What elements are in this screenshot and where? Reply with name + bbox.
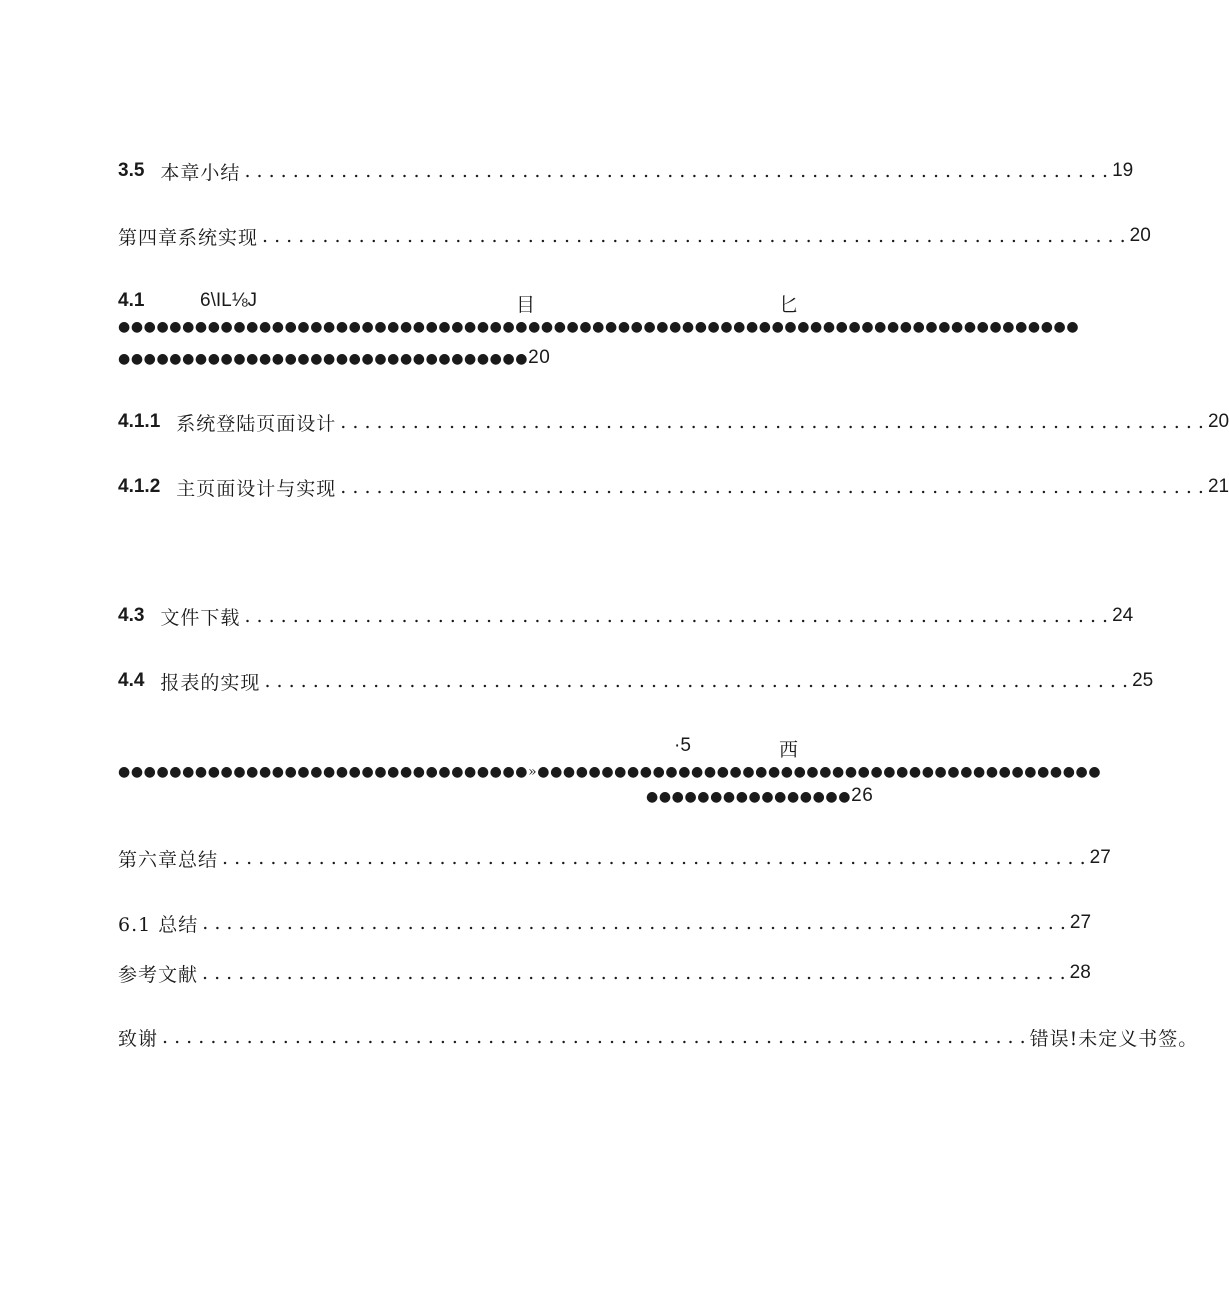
toc-entry-3-5[interactable]: [118, 156, 1134, 186]
toc-entry-number: 4.1.2: [118, 476, 161, 497]
toc-entry-number: 4.1: [118, 290, 145, 311]
toc-entry-page: 27: [1069, 912, 1092, 933]
toc-entry-page: 26: [851, 785, 874, 806]
toc-entry-page: 21: [1207, 476, 1229, 497]
toc-entry-page: 28: [1069, 962, 1091, 983]
bullet-leader-row: ●●●●●●●●●●●●●●●●●●●●●●●●●●●●●●●●»●●●●●●●●●●●●●●●●●●●●●●●●●●●●●●●●●●●●●●●●●●●●: [118, 764, 1102, 780]
toc-entry-4-1[interactable]: [118, 286, 798, 316]
toc-entry-title: 参考文献: [118, 963, 199, 986]
toc-entry-title: 第六章总结: [118, 848, 219, 871]
toc-entry-references[interactable]: [118, 958, 1091, 988]
toc-entry-number: ·5: [674, 735, 691, 756]
bullet-leader-row: ●●●●●●●●●●●●●●●●●●●●●●●●●●●●●●●●20: [118, 347, 551, 368]
toc-entry-title: 系统登陆页面设计: [176, 412, 337, 435]
dot-leader: [218, 847, 1086, 869]
toc-entry-4-4[interactable]: [118, 666, 1154, 696]
toc-entry-6-1[interactable]: [118, 908, 1092, 938]
toc-entry-page: 20: [528, 347, 551, 368]
bullet-leader-row: ●●●●●●●●●●●●●●●●26: [646, 785, 874, 806]
toc-entry-title-fragment-3: 匕: [778, 294, 798, 316]
toc-entry-number: 3.5: [118, 160, 145, 181]
toc-entry-page: 19: [1112, 160, 1134, 181]
toc-entry-garbled-5[interactable]: [118, 731, 798, 761]
toc-entry-title: 主页面设计与实现: [176, 477, 337, 500]
toc-entry-page: 25: [1132, 670, 1154, 691]
toc-entry-4-1-2[interactable]: [118, 472, 1229, 502]
toc-entry-title: 西: [778, 739, 798, 761]
toc-entry-title-fragment-2: 目: [516, 294, 536, 316]
toc-entry-4-3[interactable]: [118, 601, 1134, 631]
toc-entry-number: 4.3: [118, 605, 145, 626]
toc-entry-chapter-4[interactable]: [118, 221, 1151, 251]
toc-entry-title: 6.1 总结: [118, 913, 199, 936]
toc-entry-page: 20: [1129, 225, 1151, 246]
toc-entry-number: 4.1.1: [118, 411, 161, 432]
dot-leader: [336, 411, 1204, 433]
toc-entry-title: 报表的实现: [160, 671, 261, 694]
toc-entry-page: 20: [1207, 411, 1229, 432]
toc-entry-title: 致谢: [118, 1027, 159, 1050]
toc-entry-4-1-1[interactable]: [118, 407, 1229, 437]
dot-leader: [336, 476, 1204, 498]
dot-leader: [240, 160, 1108, 182]
toc-entry-title-fragment-1: 6\IL⅛J: [200, 290, 258, 311]
dot-leader: [260, 670, 1128, 692]
toc-entry-page-error: 错误!未定义书签。: [1029, 1027, 1199, 1050]
toc-entry-page: 27: [1089, 847, 1111, 868]
toc-entry-acknowledgements[interactable]: [118, 1022, 1199, 1052]
toc-entry-number: 4.4: [118, 670, 145, 691]
bullet-leader-row: ●●●●●●●●●●●●●●●●●●●●●●●●●●●●●●●●●●●●●●●●●●●●●●●●●●●●●●●●●●●●●●●●●●●●●●●●●●●: [118, 319, 1080, 335]
dot-leader: [198, 962, 1066, 984]
toc-entry-page: 24: [1112, 605, 1134, 626]
dot-leader: [198, 912, 1066, 934]
toc-entry-title: 第四章系统实现: [118, 226, 259, 249]
dot-leader: [258, 225, 1126, 247]
toc-entry-title: 文件下载: [160, 606, 241, 629]
toc-entry-chapter-6[interactable]: [118, 843, 1111, 873]
dot-leader: [240, 605, 1108, 627]
toc-entry-title: 本章小结: [160, 161, 241, 184]
dot-leader: [158, 1026, 1026, 1048]
